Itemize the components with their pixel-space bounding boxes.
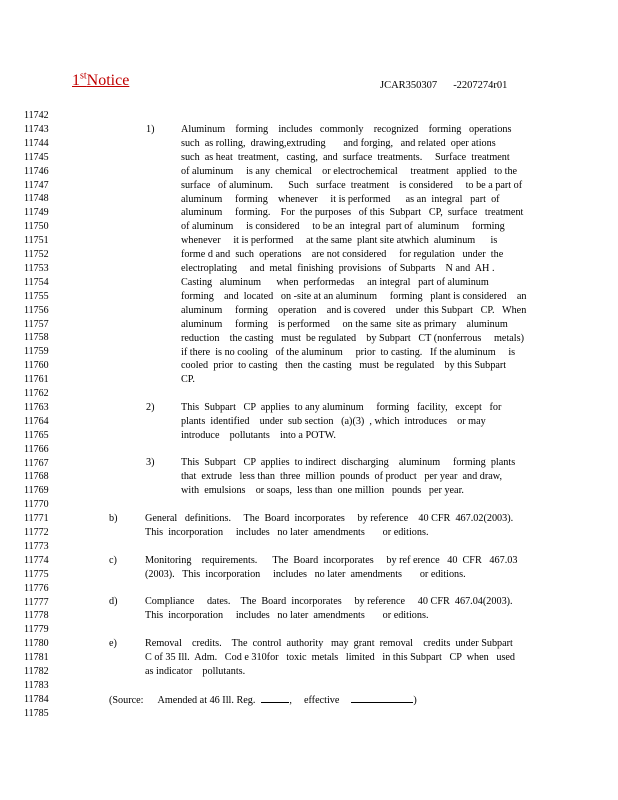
subsection-b-text — [145, 512, 513, 540]
item-3-text — [181, 456, 515, 498]
line-number: 11753 — [24, 262, 49, 274]
line-number: 11785 — [24, 707, 49, 719]
text-line: cooled prior to casting then the casting must be regulated by this Subpart — [181, 360, 507, 372]
notice-word: Notice — [86, 72, 130, 89]
line-number: 11774 — [24, 554, 49, 566]
text-line: Compliance dates. The Board incorporates by reference 40 CFR 467.04(2003). — [145, 596, 513, 607]
subsection-b-marker: b) — [109, 513, 118, 524]
text-line: This incorporation includes no later amendments or editions. — [145, 609, 429, 621]
text-line: forming and located on -site at an aluminum forming plant is considered an — [181, 290, 527, 302]
line-number: 11779 — [24, 624, 49, 636]
item-1-marker: 1) — [146, 124, 155, 135]
source-amended: Amended at 46 Ill. Reg. — [157, 695, 256, 706]
line-number: 11781 — [24, 652, 49, 664]
item-1-text — [181, 123, 526, 387]
notice-superscript: st — [80, 70, 87, 82]
text-line: Casting aluminum when performedas an integral part of aluminum — [181, 276, 489, 288]
item-3-marker: 3) — [146, 457, 155, 468]
text-line: whenever it is performed at the same plant site atwhich aluminum is — [181, 235, 498, 247]
line-number: 11775 — [24, 568, 49, 580]
source-lead: (Source: — [109, 695, 144, 706]
line-number: 11772 — [24, 527, 49, 538]
line-number: 11762 — [24, 388, 49, 399]
subsection-c-marker: c) — [109, 555, 117, 566]
text-line: if there is no cooling of the aluminum prior to casting. If the aluminum is — [181, 346, 516, 358]
item-2-text — [181, 401, 501, 443]
line-number: 11767 — [24, 457, 49, 469]
line-number: 11765 — [24, 429, 49, 441]
text-line: General definitions. The Board incorporates by reference 40 CFR 467.02(2003). — [145, 513, 514, 524]
text-line: such as heat treatment, casting, and surface treatments. Surface treatment — [181, 151, 510, 163]
subsection-e-text — [145, 637, 515, 679]
line-number: 11750 — [24, 221, 49, 233]
line-number: 11782 — [24, 666, 49, 677]
source-comma: , — [289, 695, 292, 706]
line-number: 11768 — [24, 471, 49, 483]
first-notice-heading — [72, 72, 139, 90]
jcar-code: JCAR350307 — [380, 80, 438, 91]
line-number: 11745 — [24, 151, 49, 163]
line-number: 11744 — [24, 137, 49, 149]
line-number: 11763 — [24, 401, 49, 413]
text-line: (2003). This incorporation includes no later amendments or editions. — [145, 568, 466, 580]
text-line: This Subpart CP applies to any aluminum forming facility, except for — [181, 402, 502, 413]
text-line: Removal credits. The control authority may grant removal credits under Subpart — [145, 638, 513, 649]
subsection-d-text — [145, 595, 513, 623]
line-number: 11770 — [24, 499, 49, 511]
text-line: aluminum forming is performed on the same site as primary aluminum — [181, 318, 508, 330]
text-line: electroplating and metal finishing provisions of Subparts N and AH . — [181, 263, 495, 275]
text-line: of aluminum is any chemical or electrochemical treatment applied to the — [181, 165, 518, 177]
text-line: such as rolling, drawing,extruding and forging, and related oper ations — [181, 137, 496, 149]
text-line: with emulsions or soaps, less than one million pounds per year. — [181, 484, 464, 496]
volume-blank — [261, 692, 289, 703]
source-effective: effective — [303, 695, 340, 706]
line-number: 11758 — [24, 332, 49, 344]
text-line: introduce pollutants into a POTW. — [181, 429, 336, 441]
text-line: surface of aluminum. Such surface treatment is considered to be a part of — [181, 179, 523, 191]
line-number: 11769 — [24, 485, 49, 497]
line-number: 11766 — [24, 443, 49, 455]
line-number: 11747 — [24, 179, 49, 191]
line-number: 11777 — [24, 596, 49, 608]
source-note — [109, 692, 417, 708]
text-line: that extrude less than three million pounds of product per year and draw, — [181, 470, 503, 482]
line-number: 11755 — [24, 290, 49, 302]
line-number: 11778 — [24, 610, 49, 622]
line-number: 11761 — [24, 374, 49, 386]
text-line: Monitoring requirements. The Board incorporates by ref erence 40 CFR 467.03 — [145, 555, 518, 566]
subsection-c-text — [145, 554, 517, 582]
line-number: 11749 — [24, 207, 49, 219]
line-number: 11754 — [24, 276, 49, 288]
line-number: 11771 — [24, 513, 49, 525]
text-line: aluminum forming whenever it is performed as an integral part of — [181, 193, 500, 205]
line-number: 11760 — [24, 360, 49, 372]
line-number: 11776 — [24, 582, 49, 594]
line-number: 11742 — [24, 110, 49, 121]
text-line: reduction the casting must be regulated by Subpart CT (nonferrous metals) — [181, 332, 524, 344]
text-line: forme d and such operations are not considered for regulation under the — [181, 249, 504, 261]
line-number: 11748 — [24, 193, 49, 205]
notice-number: 1 — [72, 72, 80, 89]
line-number: 11759 — [24, 346, 49, 358]
line-number: 11773 — [24, 540, 49, 552]
text-line: as indicator pollutants. — [145, 665, 246, 677]
line-number: 11746 — [24, 165, 49, 177]
text-line: CP. — [181, 374, 195, 386]
item-2-marker: 2) — [146, 402, 155, 413]
subsection-d-marker: d) — [109, 596, 118, 607]
line-number: 11743 — [24, 123, 49, 135]
jcar-number: -2207274r01 — [453, 80, 508, 91]
jcar-code-header — [380, 80, 507, 91]
source-close: ) — [413, 695, 417, 706]
subsection-e-marker: e) — [109, 638, 117, 649]
text-line: plants identified under sub section (a)(3) , which introduces or may — [181, 415, 486, 427]
effective-date-blank — [351, 692, 413, 703]
text-line: of aluminum is considered to be an integral part of aluminum forming — [181, 221, 505, 233]
text-line: aluminum forming operation and is covered under this Subpart CP. When — [181, 304, 527, 316]
line-number: 11751 — [24, 235, 49, 247]
text-line: aluminum forming. For the purposes of this Subpart CP, surface treatment — [181, 207, 524, 219]
text-line: Aluminum forming includes commonly recognized forming operations — [181, 124, 512, 135]
line-number: 11752 — [24, 249, 49, 260]
line-number: 11764 — [24, 415, 49, 427]
line-number: 11780 — [24, 638, 49, 650]
line-number: 11783 — [24, 679, 49, 691]
line-number: 11784 — [24, 693, 49, 705]
text-line: This Subpart CP applies to indirect discharging aluminum forming plants — [181, 457, 516, 468]
text-line: C of 35 Ill. Adm. Cod e 310for toxic metals limited in this Subpart CP when used — [145, 651, 516, 663]
line-number: 11757 — [24, 318, 49, 330]
text-line: This incorporation includes no later amendments or editions. — [145, 526, 429, 538]
line-number: 11756 — [24, 304, 49, 316]
